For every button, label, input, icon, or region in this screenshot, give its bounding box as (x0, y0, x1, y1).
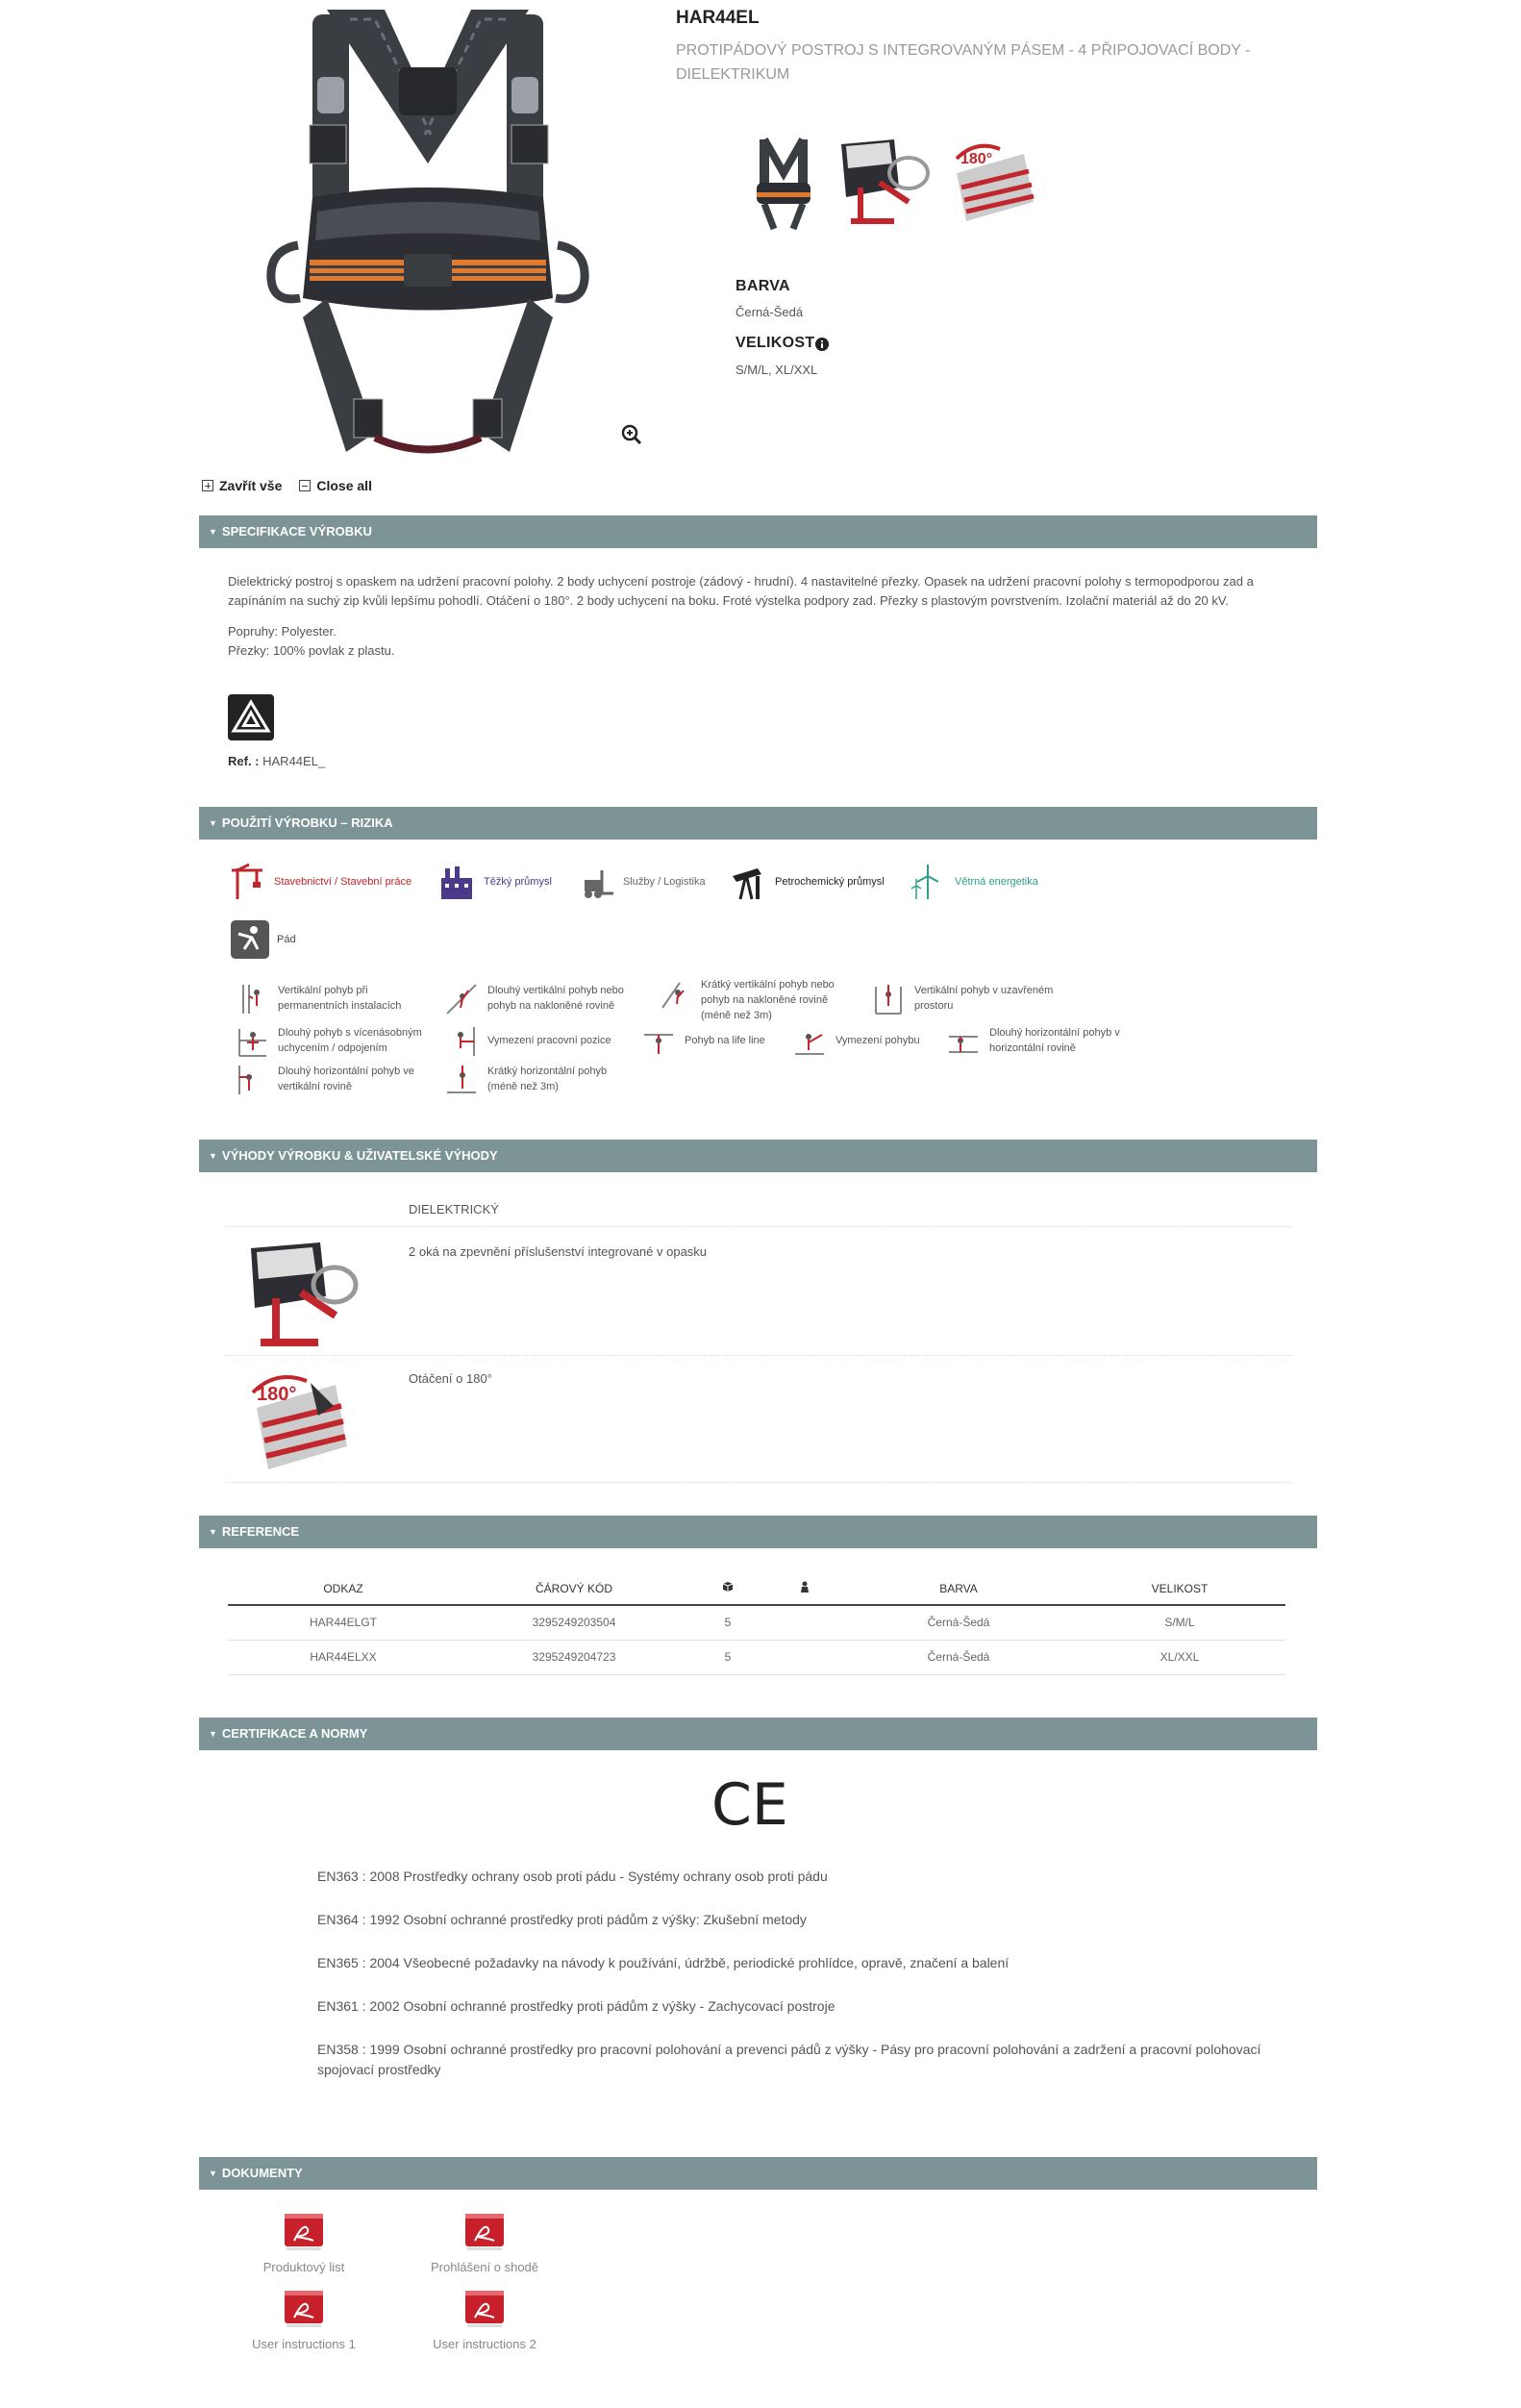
product-main-image[interactable] (260, 0, 596, 462)
color-label: BARVA (736, 278, 790, 294)
benefit-row (226, 1231, 1293, 1356)
horizontal-vertical-plane-icon (236, 1064, 268, 1096)
section-title: POUŽITÍ VÝROBKU – RIZIKA (221, 815, 393, 830)
document-label: Prohlášení o shodě (430, 2260, 539, 2274)
thumbnail-belt-rings[interactable] (836, 135, 933, 231)
collapse-box-icon (299, 480, 311, 491)
document-link[interactable] (217, 2212, 390, 2274)
movement-item (659, 977, 851, 1023)
benefit-row (226, 1358, 1293, 1483)
norm-code: EN364 : 1992 (317, 1912, 400, 1927)
risk-fall[interactable] (231, 920, 296, 959)
cell-box-qty: 5 (689, 1640, 766, 1674)
rotation-label: 180° (960, 151, 993, 167)
col-box-qty (689, 1572, 766, 1605)
benefit-text: 2 oká na zpevnění příslušenství integrované v opasku (409, 1244, 708, 1259)
industry-petrochemical[interactable] (729, 863, 885, 901)
section-title: CERTIFIKACE A NORMY (221, 1726, 368, 1741)
norm-item (317, 1867, 1279, 1887)
cell-size: XL/XXL (1074, 1640, 1285, 1674)
section-header-certification[interactable] (199, 1718, 1317, 1750)
movement-label: Krátký horizontální pohyb (méně než 3m) (487, 1066, 608, 1092)
caret-down-icon: ▼ (209, 1151, 217, 1161)
norm-code: EN365 : 2004 (317, 1955, 400, 1970)
norm-code: EN361 : 2002 (317, 1998, 400, 2014)
person-icon (799, 1581, 810, 1593)
norm-item (317, 2040, 1279, 2080)
box-icon (722, 1581, 734, 1593)
thumbnail-rotation-180[interactable] (947, 135, 1043, 231)
section-header-reference[interactable] (199, 1516, 1317, 1548)
collapse-controls (202, 478, 372, 493)
section-title: VÝHODY VÝROBKU & UŽIVATELSKÉ VÝHODY (221, 1148, 498, 1163)
inclined-long-icon (445, 983, 478, 1016)
norm-desc: Osobní ochranné prostředky proti pádům z výšky: Zkušební metody (403, 1912, 807, 1927)
movement-item (642, 1025, 786, 1058)
norm-desc: Všeobecné požadavky na návody k používání, údržbě, periodické prohlídce, opravě, značení a balení (403, 1955, 1010, 1970)
movement-item (445, 983, 637, 1016)
fall-icon (231, 920, 269, 959)
col-barcode: ČÁROVÝ KÓD (459, 1572, 689, 1605)
restraint-icon (793, 1025, 826, 1058)
close-all-en-label: Close all (316, 478, 372, 493)
reference-table (228, 1572, 1285, 1675)
spec-content (228, 572, 1285, 661)
cell-ref: HAR44ELXX (228, 1640, 459, 1674)
thumbnail-harness[interactable] (745, 135, 822, 231)
multi-attach-icon (236, 1025, 268, 1058)
section-title: REFERENCE (221, 1524, 300, 1539)
ce-mark-text: CE (711, 1774, 788, 1832)
industry-logistics[interactable] (577, 863, 706, 901)
horizontal-short-icon (445, 1064, 478, 1096)
product-subtitle: PROTIPÁDOVÝ POSTROJ S INTEGROVANÝM PÁSEM - 4 PŘIPOJOVACÍ BODY - DIELEKTRIKUM (676, 42, 1251, 83)
movement-item (236, 983, 428, 1016)
norm-item (317, 1910, 1279, 1930)
crane-icon (228, 863, 266, 901)
movement-label: Dlouhý vertikální pohyb nebo pohyb na nakloněné rovině (487, 985, 624, 1012)
norm-item (317, 1953, 1279, 1973)
industry-construction[interactable] (228, 863, 411, 901)
cell-barcode: 3295249204723 (459, 1640, 689, 1674)
cell-color: Černá-Šedá (843, 1640, 1074, 1674)
wind-turbine-icon (909, 863, 947, 901)
movement-label: Vymezení pohybu (835, 1035, 920, 1046)
color-value: Černá-Šedá (736, 305, 804, 319)
ref-label: Ref. : (228, 754, 260, 768)
benefit-text: DIELEKTRICKÝ (409, 1202, 499, 1217)
ref-value: HAR44EL_ (262, 754, 326, 768)
document-label: User instructions 2 (433, 2337, 536, 2351)
section-header-benefits[interactable] (199, 1140, 1317, 1172)
industry-label: Těžký průmysl (484, 876, 552, 888)
table-header-row (228, 1572, 1285, 1605)
movement-item (445, 1025, 637, 1058)
cell-unit-qty (766, 1640, 843, 1674)
movement-label: Pohyb na life line (685, 1035, 765, 1046)
caret-down-icon: ▼ (209, 527, 217, 537)
rotation-180-image (243, 1366, 359, 1476)
industry-heavy[interactable] (437, 863, 552, 901)
zoom-in-icon[interactable] (620, 423, 643, 446)
document-link[interactable] (217, 2289, 390, 2351)
industry-label: Stavebnictví / Stavební práce (274, 876, 412, 888)
industry-wind[interactable] (909, 863, 1038, 901)
cell-ref: HAR44ELGT (228, 1605, 459, 1640)
factory-icon (437, 863, 476, 901)
ce-mark-logo (711, 1774, 788, 1832)
reference-line (228, 754, 325, 768)
section-header-spec[interactable] (199, 515, 1317, 548)
norm-code: EN358 : 1999 (317, 2042, 400, 2057)
caret-down-icon: ▼ (209, 2169, 217, 2178)
brand-logo (228, 694, 274, 740)
movement-label: Vymezení pracovní pozice (487, 1035, 611, 1046)
col-odkaz: ODKAZ (228, 1572, 459, 1605)
movement-item (445, 1064, 637, 1096)
section-header-usage[interactable] (199, 807, 1317, 840)
caret-down-icon: ▼ (209, 818, 217, 828)
expand-box-icon (202, 480, 213, 491)
col-velikost: VELIKOST (1074, 1572, 1285, 1605)
section-title: DOKUMENTY (221, 2166, 303, 2180)
size-label: VELIKOST (736, 335, 815, 351)
close-all-cz-button[interactable] (202, 478, 282, 493)
close-all-cz-label: Zavřít vše (219, 478, 283, 493)
document-link[interactable] (398, 2212, 571, 2274)
section-header-documents[interactable] (199, 2157, 1317, 2190)
caret-down-icon: ▼ (209, 1729, 217, 1739)
movement-item (793, 1025, 947, 1058)
cell-barcode: 3295249203504 (459, 1605, 689, 1640)
cell-box-qty: 5 (689, 1605, 766, 1640)
cell-unit-qty (766, 1605, 843, 1640)
section-title: SPECIFIKACE VÝROBKU (221, 524, 372, 539)
size-value: S/M/L, XL/XXL (736, 363, 818, 377)
movement-label: Dlouhý horizontální pohyb ve vertikální rovině (278, 1066, 414, 1092)
movement-item (872, 983, 1064, 1016)
table-row[interactable] (228, 1640, 1285, 1674)
industry-label: Služby / Logistika (623, 876, 706, 888)
table-row[interactable] (228, 1605, 1285, 1640)
movement-item (236, 1064, 428, 1096)
horizontal-long-icon (947, 1025, 980, 1058)
rotation-label: 180° (257, 1384, 297, 1405)
belt-rings-image (243, 1239, 359, 1349)
norm-desc: Osobní ochranné prostředky proti pádům z výšky - Zachycovací postroje (403, 1998, 835, 2014)
close-all-en-button[interactable] (299, 478, 372, 493)
document-label: Produktový list (262, 2260, 345, 2274)
col-barva: BARVA (843, 1572, 1074, 1605)
movement-item (947, 1025, 1139, 1058)
product-code: HAR44EL (676, 8, 760, 28)
cell-size: S/M/L (1074, 1605, 1285, 1640)
norm-item (317, 1996, 1279, 2017)
work-positioning-icon (445, 1025, 478, 1058)
industry-label: Petrochemický průmysl (775, 876, 885, 888)
info-icon[interactable] (815, 338, 829, 351)
inclined-short-icon (659, 977, 691, 1010)
benefit-row (226, 1189, 1293, 1227)
movement-label: Dlouhý pohyb s vícenásobným uchycením / odpojením (278, 1027, 422, 1054)
movement-item (236, 1025, 428, 1058)
risk-label: Pád (277, 934, 296, 945)
spec-material-1: Popruhy: Polyester. (228, 624, 337, 639)
document-link[interactable] (398, 2289, 571, 2351)
norm-desc: Osobní ochranné prostředky pro pracovní polohování a prevenci pádů z výšky - Pásy pro pracovní polohování a zadržení a pracovní polohovací spojovací prostředky (317, 2042, 1261, 2077)
spec-material-2: Přezky: 100% povlak z plastu. (228, 643, 395, 658)
cell-color: Černá-Šedá (843, 1605, 1074, 1640)
industry-label: Větrná energetika (955, 876, 1038, 888)
caret-down-icon: ▼ (209, 1527, 217, 1537)
norm-code: EN363 : 2008 (317, 1869, 400, 1884)
pdf-icon (461, 2289, 508, 2329)
forklift-icon (577, 863, 615, 901)
confined-space-icon (872, 983, 905, 1016)
pdf-icon (281, 2289, 327, 2329)
spec-description: Dielektrický postroj s opaskem na udržení pracovní polohy. 2 body uchycení postroje (zádový - hrudní). 4 nastavitelné přezky. Opasek na udržení pracovní polohy s termopodporou zad a zapínáním na suchý zip kvůli lepšímu pohodlí. Otáčení o 180°. 2 body uchycení na boku. Froté výstelka podpory zad. Přezky s plastovým povrstvením. Izolační materiál až do 20 kV. (228, 574, 1254, 608)
pdf-icon (281, 2212, 327, 2252)
pdf-icon (461, 2212, 508, 2252)
movement-label: Vertikální pohyb v uzavřeném prostoru (914, 985, 1054, 1012)
vertical-permanent-icon (236, 983, 268, 1016)
document-label: User instructions 1 (252, 2337, 356, 2351)
oil-pump-icon (729, 863, 767, 901)
col-unit-qty (766, 1572, 843, 1605)
movement-label: Vertikální pohyb při permanentních instalacích (278, 985, 402, 1012)
movement-label: Dlouhý horizontální pohyb v horizontální rovině (989, 1027, 1120, 1054)
norm-desc: Prostředky ochrany osob proti pádu - Systémy ochrany osob proti pádu (403, 1869, 828, 1884)
life-line-icon (642, 1025, 675, 1058)
benefit-text: Otáčení o 180° (409, 1371, 492, 1386)
movement-label: Krátký vertikální pohyb nebo pohyb na nakloněné rovině (méně než 3m) (701, 979, 835, 1021)
